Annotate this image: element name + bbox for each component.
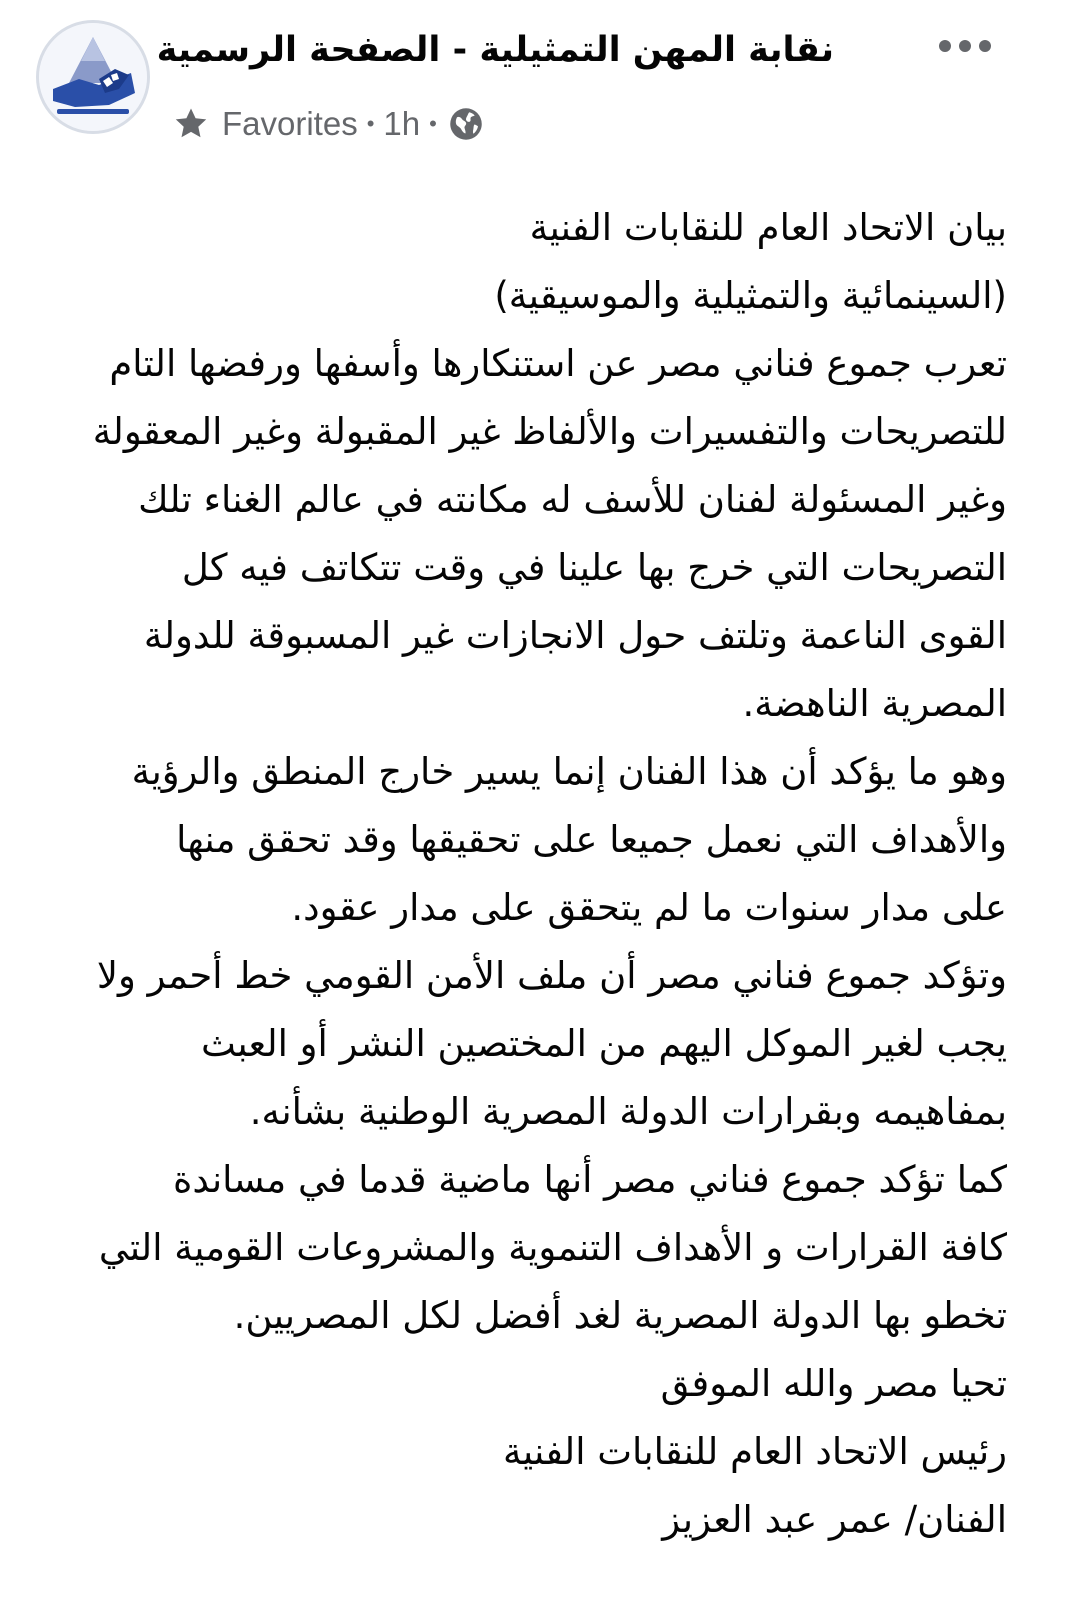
post-text-line: التصريحات التي خرج بها علينا في وقت تتكاتف فيه كل (181, 546, 1007, 589)
post-text-line: تعرب جموع فناني مصر عن استنكارها وأسفها ورفضها التام (109, 342, 1007, 385)
meta-separator: • (366, 111, 375, 136)
post-timestamp[interactable]: 1h (383, 105, 421, 142)
post-text-line: وتؤكد جموع فناني مصر أن ملف الأمن القومي خط أحمر ولا (96, 954, 1007, 997)
more-dot-icon (939, 40, 951, 52)
post-text-line: وهو ما يؤكد أن هذا الفنان إنما يسير خارج المنطق والرؤية (131, 750, 1007, 793)
post-text-line: والأهداف التي نعمل جميعا على تحقيقها وقد تحقق منها (176, 818, 1007, 861)
post-text-line: بمفاهيمه وبقرارات الدولة المصرية الوطنية بشأنه. (249, 1090, 1007, 1133)
post-text-line: رئيس الاتحاد العام للنقابات الفنية (503, 1430, 1007, 1473)
page-name[interactable]: نقابة المهن التمثيلية - الصفحة الرسمية (156, 30, 834, 70)
post-text-line: للتصريحات والتفسيرات والألفاظ غير المقبولة وغير المعقولة (92, 410, 1007, 453)
more-dot-icon (979, 40, 991, 52)
page-avatar[interactable] (36, 20, 150, 134)
post-text-line: المصرية الناهضة. (742, 682, 1007, 725)
post-text-line: تحيا مصر والله الموفق (660, 1362, 1007, 1405)
post-text-line: على مدار سنوات ما لم يتحقق على مدار عقود. (291, 886, 1007, 929)
syndicate-logo-icon (39, 23, 147, 131)
post-meta (172, 100, 484, 148)
post-text-line: كافة القرارات و الأهداف التنموية والمشروعات القومية التي (98, 1226, 1007, 1269)
post-text-line: يجب لغير الموكل اليهم من المختصين النشر أو العبث (201, 1022, 1007, 1065)
post-text-line: بيان الاتحاد العام للنقابات الفنية (529, 206, 1007, 249)
post-text-line: الفنان/ عمر عبد العزيز (662, 1498, 1007, 1541)
meta-separator: • (429, 111, 437, 136)
post-header (0, 0, 1079, 160)
post-text-line: القوى الناعمة وتلتف حول الانجازات غير المسبوقة للدولة (143, 614, 1007, 657)
globe-icon[interactable] (448, 106, 484, 142)
more-options-button[interactable] (930, 28, 1000, 64)
audience-label[interactable]: Favorites (222, 105, 358, 142)
post-text (37, 194, 1007, 1554)
post-text-line: تخطو بها الدولة المصرية لغد أفضل لكل المصريين. (233, 1294, 1007, 1337)
post-text-line: (السينمائية والتمثيلية والموسيقية) (494, 274, 1007, 317)
star-icon (172, 105, 210, 143)
more-dot-icon (959, 40, 971, 52)
post-text-line: وغير المسئولة لفنان للأسف له مكانته في عالم الغناء تلك (138, 478, 1007, 521)
post-text-line: كما تؤكد جموع فناني مصر أنها ماضية قدما في مساندة (173, 1158, 1007, 1201)
